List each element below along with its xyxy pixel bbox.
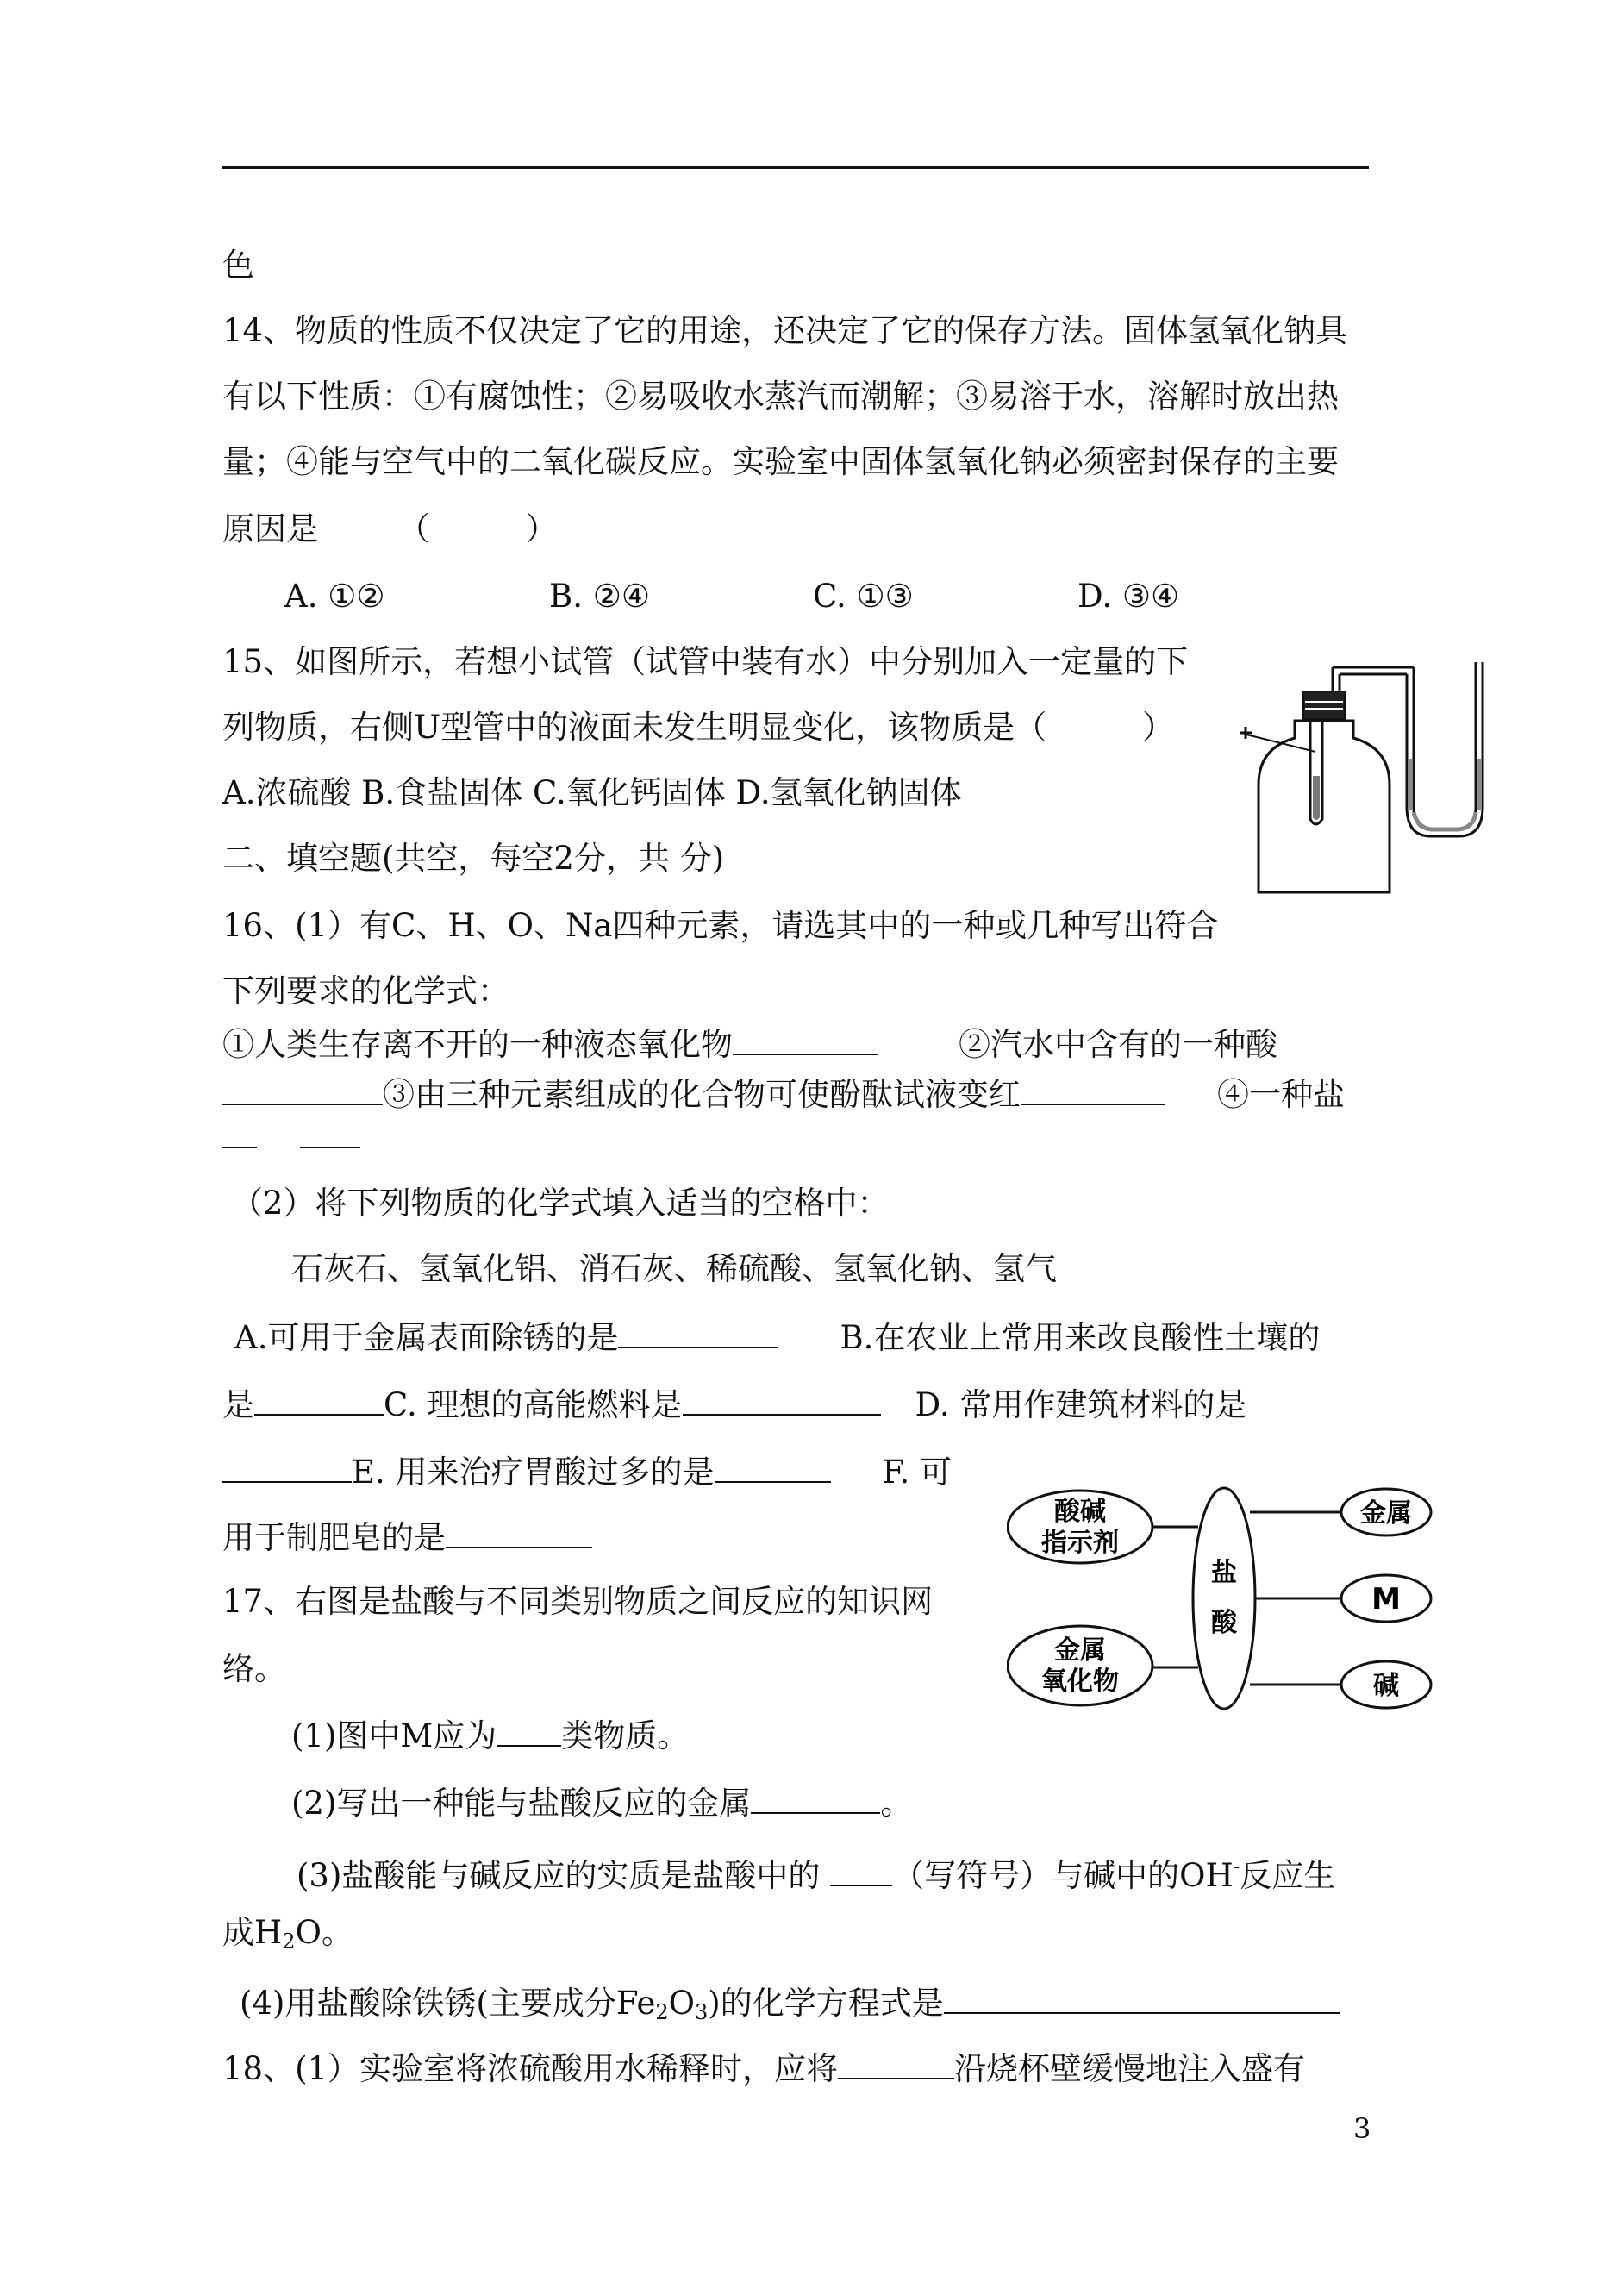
q17-line1: 17、右图是盐酸与不同类别物质之间反应的知识网 [222, 1583, 934, 1620]
q17-part4-c: )的化学方程式是 [708, 1985, 944, 2022]
q16-c-blank[interactable] [683, 1381, 881, 1416]
q17-part4 [240, 1979, 1340, 2033]
q16-substances-list: 石灰石、氢氧化铝、消石灰、稀硫酸、氢氧化钠、氢气 [291, 1250, 1057, 1287]
q17-part3-line2 [222, 1912, 353, 1962]
q17-part1-blank[interactable] [497, 1712, 561, 1747]
q16-a-blank[interactable] [618, 1314, 778, 1348]
q18-blank[interactable] [838, 2045, 954, 2079]
q18-suffix: 沿烧杯壁缓慢地注入盛有 [954, 2050, 1306, 2087]
q17-part1-label: (1)图中M应为 [291, 1717, 497, 1754]
base-label: 碱 [1373, 1671, 1399, 1701]
q16-b-blank[interactable] [254, 1381, 384, 1416]
q17-part3-h: 成H [222, 1914, 283, 1951]
q14-line1: 14、物质的性质不仅决定了它的用途，还决定了它的保存方法。固体氢氧化钠具 [222, 312, 1348, 349]
q16-item4-blank-part1[interactable] [222, 1114, 257, 1148]
q14-option-a: A. ①② [284, 578, 385, 615]
q17-part3-label: (3)盐酸能与碱反应的实质是盐酸中的 [297, 1857, 821, 1894]
q16-item1-label: ①人类生存离不开的一种液态氧化物 [222, 1026, 733, 1063]
q16-e-blank[interactable] [715, 1448, 831, 1483]
q17-part3-o: O。 [295, 1914, 353, 1951]
q16-line5 [222, 1114, 360, 1159]
q18-label: 18、(1）实验室将浓硫酸用水稀释时，应将 [222, 2050, 839, 2087]
q16-c-label: C. 理想的高能燃料是 [384, 1386, 683, 1423]
q16-b-label-end: 是 [222, 1386, 254, 1423]
q16-line-f2 [222, 1514, 592, 1559]
q16-item3-blank[interactable] [1021, 1071, 1165, 1105]
u-tube-apparatus-figure [1233, 655, 1491, 897]
q15-options: A.浓硫酸 B.食盐固体 C.氧化钙固体 D.氢氧化钠固体 [222, 774, 962, 811]
q16-d-label: D. 常用作建筑材料的是 [915, 1386, 1247, 1423]
q16-line2: 下列要求的化学式： [222, 972, 509, 1010]
hydrochloric-acid-network-diagram [1007, 1479, 1446, 1721]
q17-part2 [291, 1779, 912, 1824]
q16-line4 [222, 1071, 1345, 1116]
q17-part3-sup: - [1233, 1856, 1240, 1878]
q16-line3 [222, 1021, 1277, 1066]
q17-part4-b: O [668, 1985, 696, 2022]
q17-part4-sub1: 2 [655, 2000, 669, 2024]
q14-line3: 量；④能与空气中的二氧化碳反应。实验室中固体氢氧化钠必须密封保存的主要 [222, 443, 1339, 480]
q18-line1 [222, 2045, 1305, 2090]
q16-item2-label: ②汽水中含有的一种酸 [959, 1026, 1277, 1063]
m-label: M [1371, 1582, 1401, 1617]
q14-option-b: B. ②④ [549, 578, 651, 615]
indicator-label-2: 指示剂 [1041, 1528, 1119, 1558]
q16-f-label-end: 用于制肥皂的是 [222, 1519, 446, 1556]
q16-item4-label: ④一种盐 [1217, 1076, 1345, 1113]
q14-line4: 原因是 （ ） [222, 510, 558, 547]
section-2-title: 二、填空题(共空，每空2分，共 分) [222, 840, 725, 877]
q17-part4-blank[interactable] [944, 1979, 1340, 2014]
q16-b-label: B.在农业上常用来改良酸性土壤的 [840, 1319, 1321, 1356]
q16-a-label: A.可用于金属表面除锈的是 [234, 1319, 619, 1356]
q17-part4-sub2: 3 [695, 2000, 709, 2024]
q17-part1-suffix: 类物质。 [561, 1717, 690, 1754]
q15-line1: 15、如图所示，若想小试管（试管中装有水）中分别加入一定量的下 [222, 643, 1189, 680]
indicator-label-1: 酸碱 [1054, 1497, 1106, 1527]
q14-line2: 有以下性质：①有腐蚀性；②易吸收水蒸汽而潮解；③易溶于水，溶解时放出热 [222, 378, 1339, 415]
acid-label-2: 酸 [1211, 1608, 1237, 1638]
q14-option-d: D. ③④ [1077, 578, 1180, 615]
q16-line-ef [222, 1448, 952, 1493]
q16-item3-label: ③由三种元素组成的化合物可使酚酞试液变红 [383, 1076, 1021, 1113]
q17-part2-label: (2)写出一种能与盐酸反应的金属 [291, 1785, 752, 1822]
header-rule [222, 166, 1369, 169]
q17-part3-blank[interactable] [830, 1852, 892, 1886]
q17-line2: 络。 [222, 1650, 286, 1687]
q17-part2-blank[interactable] [751, 1779, 880, 1814]
metal-label: 金属 [1360, 1498, 1412, 1529]
q16-item4-blank-part2[interactable] [300, 1114, 360, 1148]
continuation-text: 色 [222, 247, 254, 284]
q16-part2-title: （2）将下列物质的化学式填入适当的空格中： [231, 1185, 890, 1222]
q17-part1 [291, 1712, 689, 1757]
q16-d-blank[interactable] [222, 1448, 352, 1483]
q16-line-ab [234, 1314, 1320, 1359]
metal-oxide-label-1: 金属 [1054, 1635, 1106, 1666]
q16-e-label: E. 用来治疗胃酸过多的是 [352, 1454, 715, 1491]
q16-f-label: F. 可 [882, 1454, 952, 1491]
q17-part3 [297, 1847, 1335, 1897]
q17-part3-end: 反应生 [1240, 1857, 1336, 1894]
q17-part4-a: (4)用盐酸除铁锈(主要成分Fe [240, 1985, 656, 2022]
q16-line-bcd [222, 1381, 1246, 1426]
q17-part2-period: 。 [880, 1785, 913, 1822]
acid-label-1: 盐 [1211, 1558, 1237, 1588]
q15-line2: 列物质，右侧U型管中的液面未发生明显变化，该物质是（ ） [222, 709, 1175, 746]
q16-f-blank[interactable] [446, 1514, 592, 1548]
q17-part3-sub: 2 [282, 1929, 296, 1954]
q16-item2-blank[interactable] [222, 1071, 383, 1105]
metal-oxide-label-2: 氧化物 [1041, 1667, 1119, 1697]
q14-option-c: C. ①③ [813, 578, 914, 615]
q16-item1-blank[interactable] [733, 1021, 878, 1055]
q17-part3-mid: （写符号）与碱中的OH [892, 1857, 1234, 1894]
q16-line1: 16、(1）有C、H、O、Na四种元素，请选其中的一种或几种写出符合 [222, 907, 1219, 944]
page-number: 3 [1353, 2112, 1371, 2145]
